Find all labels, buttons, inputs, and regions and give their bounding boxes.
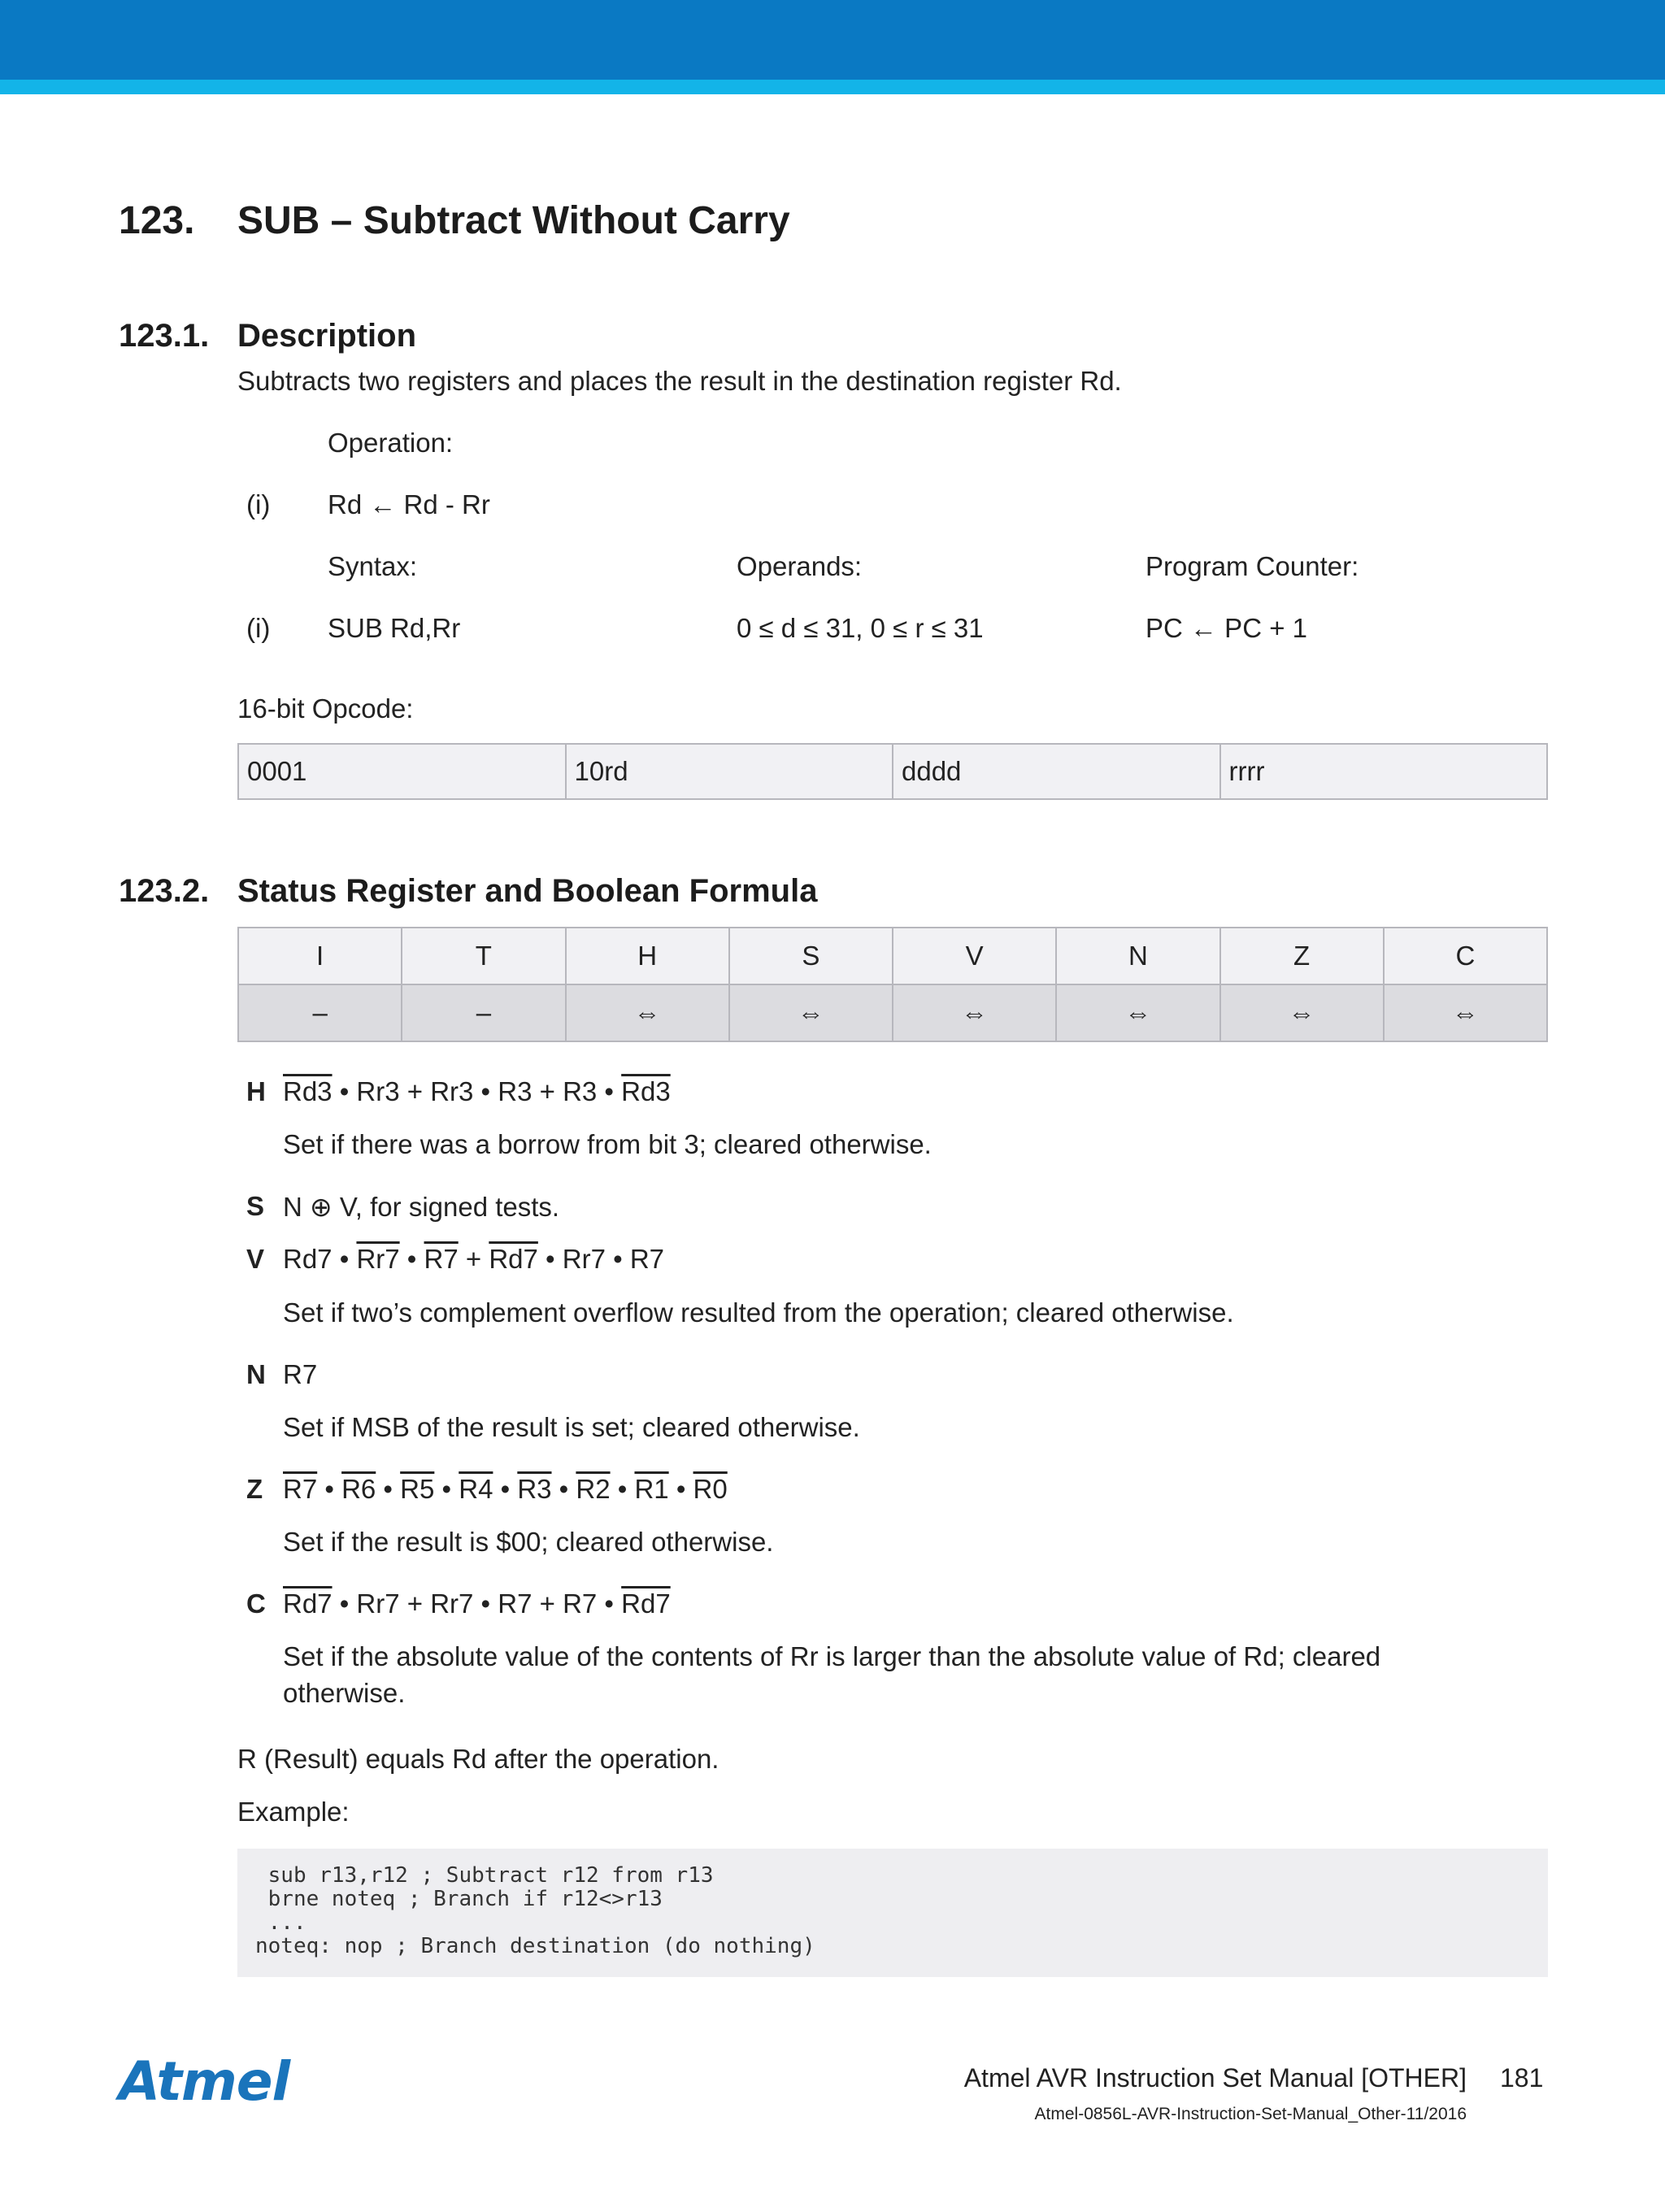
subsection-title: Description [237, 318, 417, 354]
status-register-table [237, 927, 1548, 1042]
flag-header: N [1056, 928, 1219, 984]
flag-v-formula: Rd7 • Rr7 • R7 + Rd7 • Rr7 • R7 [283, 1244, 664, 1274]
flag-header: T [402, 928, 565, 984]
opcode-cell: 10rd [566, 744, 893, 799]
description-text: Subtracts two registers and places the result in the destination register Rd. [237, 366, 1122, 396]
document-id: Atmel-0856L-AVR-Instruction-Set-Manual_Other-11/2016 [1034, 2105, 1467, 2123]
page-number: 181 [1500, 2063, 1544, 2092]
flag-header-row [238, 928, 1547, 984]
operands-value: 0 ≤ d ≤ 31, 0 ≤ r ≤ 31 [737, 613, 984, 643]
code-line: noteq: nop ; Branch destination (do nothing) [255, 1934, 815, 1958]
syntax-value: SUB Rd,Rr [328, 613, 461, 643]
code-line: sub r13,r12 ; Subtract r12 from r13 [255, 1863, 714, 1888]
flag-header: C [1384, 928, 1547, 984]
flag-c-note-continued: otherwise. [283, 1678, 406, 1708]
flag-header: S [729, 928, 893, 984]
flag-value: – [402, 984, 565, 1041]
flag-s-formula: N ⊕ V, for signed tests. [283, 1192, 560, 1222]
flag-header: V [893, 928, 1056, 984]
flag-z-formula: R7 • R6 • R5 • R4 • R3 • R2 • R1 • R0 [283, 1474, 728, 1504]
syntax-index: (i) [246, 613, 271, 643]
flag-c-letter: C [246, 1588, 266, 1619]
flag-header: H [566, 928, 729, 984]
flag-header: I [238, 928, 402, 984]
flag-value: ⇔ [893, 984, 1056, 1041]
flag-z-note: Set if the result is $00; cleared otherwise. [283, 1527, 774, 1557]
code-line: brne noteq ; Branch if r12<>r13 [255, 1887, 663, 1911]
result-note: R (Result) equals Rd after the operation. [237, 1744, 719, 1774]
example-label: Example: [237, 1797, 350, 1827]
subsection-title: Status Register and Boolean Formula [237, 873, 818, 909]
atmel-logo: Atmel [119, 2050, 290, 2113]
flag-c-formula: Rd7 • Rr7 + Rr7 • R7 + R7 • Rd7 [283, 1588, 671, 1619]
flag-s-letter: S [246, 1191, 265, 1221]
header-stripe [0, 80, 1665, 94]
flag-v-note: Set if two’s complement overflow resulted from the operation; cleared otherwise. [283, 1297, 1234, 1328]
flag-h-letter: H [246, 1076, 266, 1106]
flag-n-formula: R7 [283, 1359, 318, 1389]
flag-v-letter: V [246, 1244, 265, 1274]
opcode-cell: dddd [893, 744, 1220, 799]
flag-value: ⇔ [1384, 984, 1547, 1041]
header-band [0, 0, 1665, 80]
opcode-row [238, 744, 1547, 799]
operation-index: (i) [246, 489, 271, 519]
flag-n-letter: N [246, 1359, 266, 1389]
flag-h-note: Set if there was a borrow from bit 3; cleared otherwise. [283, 1129, 932, 1159]
operands-label: Operands: [737, 551, 863, 581]
section-number: 123. [119, 199, 195, 242]
flag-z-letter: Z [246, 1474, 263, 1504]
flag-header: Z [1220, 928, 1384, 984]
opcode-cell: 0001 [238, 744, 566, 799]
subsection-number: 123.2. [119, 873, 210, 909]
opcode-cell: rrrr [1220, 744, 1548, 799]
opcode-label: 16-bit Opcode: [237, 693, 414, 724]
operation-label: Operation: [328, 428, 454, 458]
flag-n-note: Set if MSB of the result is set; cleared otherwise. [283, 1412, 860, 1442]
flag-c-note: Set if the absolute value of the contents of Rr is larger than the absolute value of Rd; cleared [283, 1641, 1381, 1671]
syntax-label: Syntax: [328, 551, 418, 581]
flag-h-formula: Rd3 • Rr3 + Rr3 • R3 + R3 • Rd3 [283, 1076, 671, 1106]
flag-value: ⇔ [566, 984, 729, 1041]
flag-value: ⇔ [1220, 984, 1384, 1041]
flag-value: – [238, 984, 402, 1041]
flag-value-row [238, 984, 1547, 1041]
flag-value: ⇔ [729, 984, 893, 1041]
manual-title: Atmel AVR Instruction Set Manual [OTHER] [963, 2063, 1467, 2092]
code-line: ... [255, 1910, 306, 1935]
program-counter-label: Program Counter: [1146, 551, 1359, 581]
subsection-number: 123.1. [119, 318, 210, 354]
flag-value: ⇔ [1056, 984, 1219, 1041]
page-title: SUB – Subtract Without Carry [237, 199, 790, 242]
operation-formula: Rd ← Rd - Rr [328, 489, 490, 519]
program-counter-value: PC ← PC + 1 [1146, 613, 1307, 643]
opcode-table [237, 743, 1548, 800]
